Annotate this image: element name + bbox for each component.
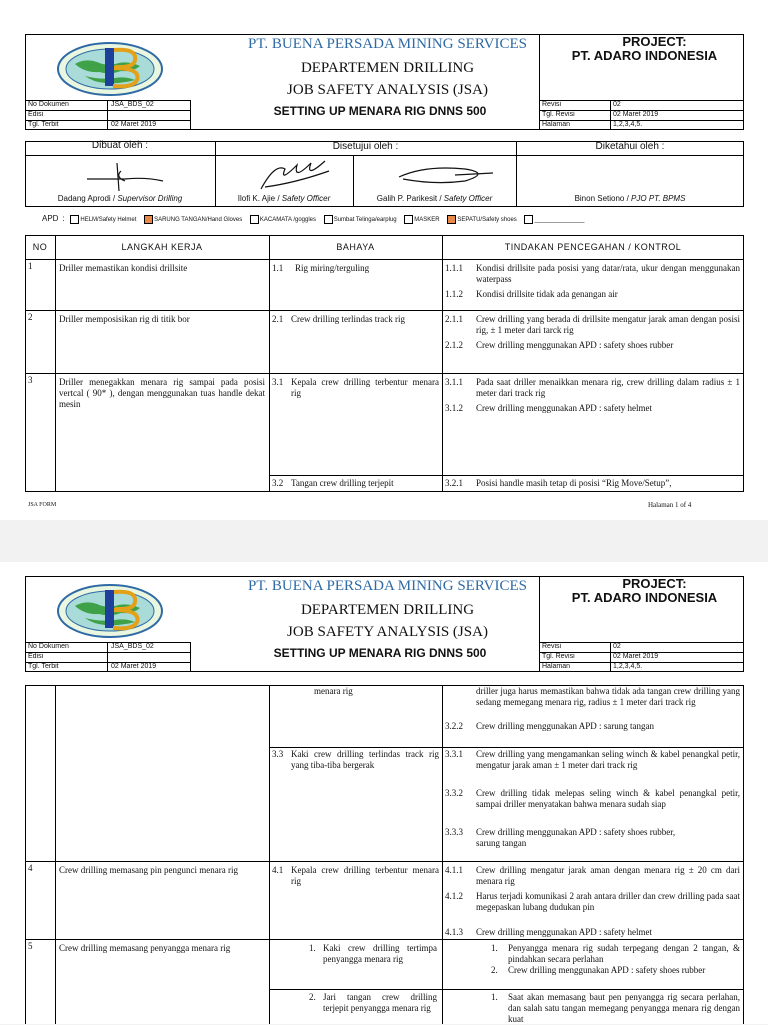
checkbox-checked-icon[interactable]	[447, 215, 456, 224]
hazard-number: 3.2	[272, 478, 284, 488]
page-separator	[0, 520, 768, 562]
control-text: Harus terjadi komunikasi 2 arah antara driller dan crew drilling pada saat megepaskan lubang dudukan pin	[476, 891, 740, 912]
apd-item: _______________	[524, 217, 584, 223]
hazard-number: 3.1	[272, 377, 284, 387]
apd-checklist: APD : HELM/Safety Helmet SARUNG TANGAN/Hand Gloves KACAMATA /goggles Sumbat Telinga/earplug MASKER SEPATU/Safety shoes _______________	[42, 214, 585, 223]
meta-label: Tgl. Revisi	[542, 653, 575, 660]
work-step: Driller memastikan kondisi drillsite	[59, 263, 188, 273]
hazard-number: 2.1	[272, 314, 284, 324]
apd-item: KACAMATA /goggles	[250, 217, 316, 223]
hazard-text: Rig miring/terguling	[295, 263, 370, 273]
row-number: 4	[28, 863, 33, 873]
meta-label: Edisi	[28, 111, 44, 118]
checkbox-icon[interactable]	[324, 215, 333, 224]
company-name: PT. BUENA PERSADA MINING SERVICES	[248, 578, 527, 594]
meta-label: Revisi	[542, 643, 562, 650]
column-header: LANGKAH KERJA	[121, 242, 203, 252]
control-text: Crew drilling tidak melepas seling winch & kabel penangkal petir, sampai driller menyatakan bahwa menara sudah siap	[476, 788, 740, 809]
meta-label: Tgl. Revisi	[542, 111, 575, 118]
project-name: PT. ADARO INDONESIA	[571, 590, 718, 605]
control-number: 3.1.2	[445, 403, 463, 413]
project-label: PROJECT:	[622, 34, 687, 49]
signature-icon	[255, 157, 335, 193]
apd-item: HELM/Safety Helmet	[70, 217, 136, 223]
hazard-text: Crew drilling terlindas track rig	[291, 314, 405, 324]
hazard-text: Jari tangan crew drilling terjepit penyangga menara rig	[323, 992, 437, 1013]
hazard-number: 1.	[309, 943, 316, 953]
control-number: 3.2.1	[445, 478, 463, 488]
hazard-text: Kaki crew drilling tertimpa penyangga menara rig	[323, 943, 437, 964]
control-number: 4.1.2	[445, 891, 463, 901]
control-number: 3.1.1	[445, 377, 463, 387]
document-type: JOB SAFETY ANALYSIS (JSA)	[287, 82, 488, 98]
signatory-2: Ilofi K. Ajie / Safety Officer	[237, 194, 331, 203]
row-number: 5	[28, 941, 33, 951]
control-text: Crew drilling menggunakan APD : safety shoes rubber, sarung tangan	[476, 827, 676, 848]
project-label: PROJECT:	[622, 576, 687, 591]
control-number: 2.1.1	[445, 314, 463, 324]
meta-value: 1,2,3,4,5.	[613, 663, 643, 670]
signature-icon	[395, 163, 495, 189]
checkbox-icon[interactable]	[404, 215, 413, 224]
hazard-number: 1.1	[272, 263, 284, 273]
checkbox-checked-icon[interactable]	[144, 215, 153, 224]
control-text: Crew drilling yang berada di drillsite mengatur jarak aman dengan posisi rig, ± 1 meter dari tarck rig	[476, 314, 740, 335]
control-text: Crew drilling menggunakan APD : safety shoes rubber	[508, 965, 706, 975]
meta-value: 02 Maret 2019	[613, 653, 659, 660]
meta-value: 02 Maret 2019	[613, 111, 659, 118]
work-step: Driller memposisikan rig di titik bor	[59, 314, 190, 324]
control-text: Crew drilling yang mengamankan seling winch & kabel penangkal petir, mengatur jarak aman ± 1 meter dari track rig	[476, 749, 740, 770]
department-name: DEPARTEMEN DRILLING	[300, 60, 475, 76]
control-number: 3.2.2	[445, 721, 463, 731]
meta-label: Halaman	[542, 121, 571, 128]
apd-item: Sumbat Telinga/earplug	[324, 217, 397, 223]
page-number: Halaman 1 of 4	[648, 501, 692, 509]
signatory-3: Galih P. Parikesit / Safety Officer	[376, 194, 493, 203]
row-number: 3	[28, 375, 33, 385]
control-text: Crew drilling mengatur jarak aman dengan menara rig ± 20 cm dari menara rig	[476, 865, 740, 886]
control-number: 4.1.1	[445, 865, 463, 875]
work-step: Crew drilling memasang penyangga menara rig	[59, 943, 231, 953]
meta-label: Tgl. Terbit	[28, 663, 59, 670]
made-by-label: Dibuat oleh :	[91, 140, 149, 151]
hazard-number: 3.3	[272, 749, 284, 759]
control-text: Crew drilling menggunakan APD : safety helmet	[476, 927, 652, 937]
checkbox-icon[interactable]	[250, 215, 259, 224]
control-text: Kondisi drillsite pada posisi yang datar/rata, ukur dengan menggunakan waterpass	[476, 263, 740, 284]
apd-label: APD	[42, 214, 59, 223]
column-header: TINDAKAN PENCEGAHAN / KONTROL	[504, 242, 682, 252]
control-number: 3.3.3	[445, 827, 463, 837]
meta-value: 02 Maret 2019	[111, 663, 157, 670]
meta-value: JSA_BDS_02	[111, 101, 154, 108]
document-type: JOB SAFETY ANALYSIS (JSA)	[287, 624, 488, 640]
known-by-label: Diketahui oleh :	[595, 141, 665, 152]
signature-block	[25, 141, 744, 207]
document-header	[25, 34, 744, 130]
meta-value: 02	[613, 101, 621, 108]
work-step: Driller menegakkan menara rig sampai pada posisi vertcal ( 90* ), dengan menggunakan tuas handle dekat mesin	[59, 377, 265, 409]
project-name: PT. ADARO INDONESIA	[571, 48, 718, 63]
document-page-2	[0, 562, 768, 1024]
checkbox-icon[interactable]	[524, 215, 533, 224]
control-text: Penyangga menara rig sudah terpegang dengan 2 tangan, & pindahkan secara perlahan	[508, 943, 740, 964]
apd-item: SEPATU/Safety shoes	[447, 217, 516, 223]
control-text: Saat akan memasang baut pen penyangga rig secara perlahan, dan salah satu tangan memegang penyangga menara rig dengan kuat	[508, 992, 740, 1024]
meta-value: 02 Maret 2019	[111, 121, 157, 128]
checkbox-icon[interactable]	[70, 215, 79, 224]
signatory-1: Dadang Aprodi / Supervisor Drilling	[57, 194, 183, 203]
meta-value: JSA_BDS_02	[111, 643, 154, 650]
company-logo-icon	[55, 582, 165, 640]
control-text: Crew drilling menggunakan APD : sarung tangan	[476, 721, 654, 731]
meta-value: 02	[613, 643, 621, 650]
approved-by-label: Disetujui oleh :	[332, 141, 399, 152]
control-number: 4.1.3	[445, 927, 463, 937]
hazard-text: menara rig	[314, 686, 353, 696]
control-number: 1.	[491, 943, 498, 953]
column-header: NO	[32, 242, 48, 252]
meta-value: 1,2,3,4,5.	[613, 121, 643, 128]
document-title: SETTING UP MENARA RIG DNNS 500	[273, 646, 487, 660]
control-text: Kondisi drillsite tidak ada genangan air	[476, 289, 618, 299]
control-number: 1.1.1	[445, 263, 463, 273]
control-number: 3.3.2	[445, 788, 463, 798]
control-number: 2.	[491, 965, 498, 975]
company-logo-icon	[55, 40, 165, 98]
hazard-text: Kepala crew drilling terbentur menara rig	[291, 377, 439, 398]
control-number: 3.3.1	[445, 749, 463, 759]
hazard-text: Kepala crew drilling terbentur menara rig	[291, 865, 439, 886]
control-number: 2.1.2	[445, 340, 463, 350]
signature-icon	[85, 157, 165, 193]
apd-item: MASKER	[404, 217, 439, 223]
department-name: DEPARTEMEN DRILLING	[300, 602, 475, 618]
control-number: 1.	[491, 992, 498, 1002]
control-text: Crew drilling menggunakan APD : safety helmet	[476, 403, 652, 413]
control-text: driller juga harus memastikan bahwa tidak ada tangan crew drilling yang sedang memegang menara rig, radius ± 1 meter dari track rig	[476, 686, 740, 707]
hazard-text: Tangan crew drilling terjepit	[291, 478, 394, 488]
work-step: Crew drilling memasang pin pengunci menara rig	[59, 865, 238, 875]
hazard-number: 2.	[309, 992, 316, 1002]
document-header	[25, 576, 744, 672]
document-title: SETTING UP MENARA RIG DNNS 500	[273, 104, 487, 118]
form-footer-label: JSA FORM	[28, 502, 57, 508]
control-text: Crew drilling menggunakan APD : safety shoes rubber	[476, 340, 674, 350]
column-header: BAHAYA	[336, 242, 375, 252]
control-number: 1.1.2	[445, 289, 463, 299]
meta-label: Revisi	[542, 101, 562, 108]
row-number: 2	[28, 312, 33, 322]
control-text: Pada saat driller menaikkan menara rig, crew drilling dalam radius ± 1 meter dari track rig	[476, 377, 740, 398]
control-text: Posisi handle masih tetap di posisi “Rig Move/Setup”,	[476, 478, 672, 488]
meta-label: Halaman	[542, 663, 571, 670]
jsa-table	[25, 235, 744, 492]
row-number: 1	[28, 261, 33, 271]
apd-item: SARUNG TANGAN/Hand Gloves	[144, 217, 242, 223]
meta-label: Tgl. Terbit	[28, 121, 59, 128]
meta-label: No Dokumen	[28, 643, 69, 650]
hazard-text: Kaki crew drilling terlindas track rig yang tiba-tiba bergerak	[291, 749, 439, 770]
company-name: PT. BUENA PERSADA MINING SERVICES	[248, 36, 527, 52]
signatory-4: Binon Setiono / PJO PT. BPMS	[574, 194, 686, 203]
meta-label: No Dokumen	[28, 101, 69, 108]
hazard-number: 4.1	[272, 865, 284, 875]
jsa-table	[25, 685, 744, 1024]
meta-label: Edisi	[28, 653, 44, 660]
